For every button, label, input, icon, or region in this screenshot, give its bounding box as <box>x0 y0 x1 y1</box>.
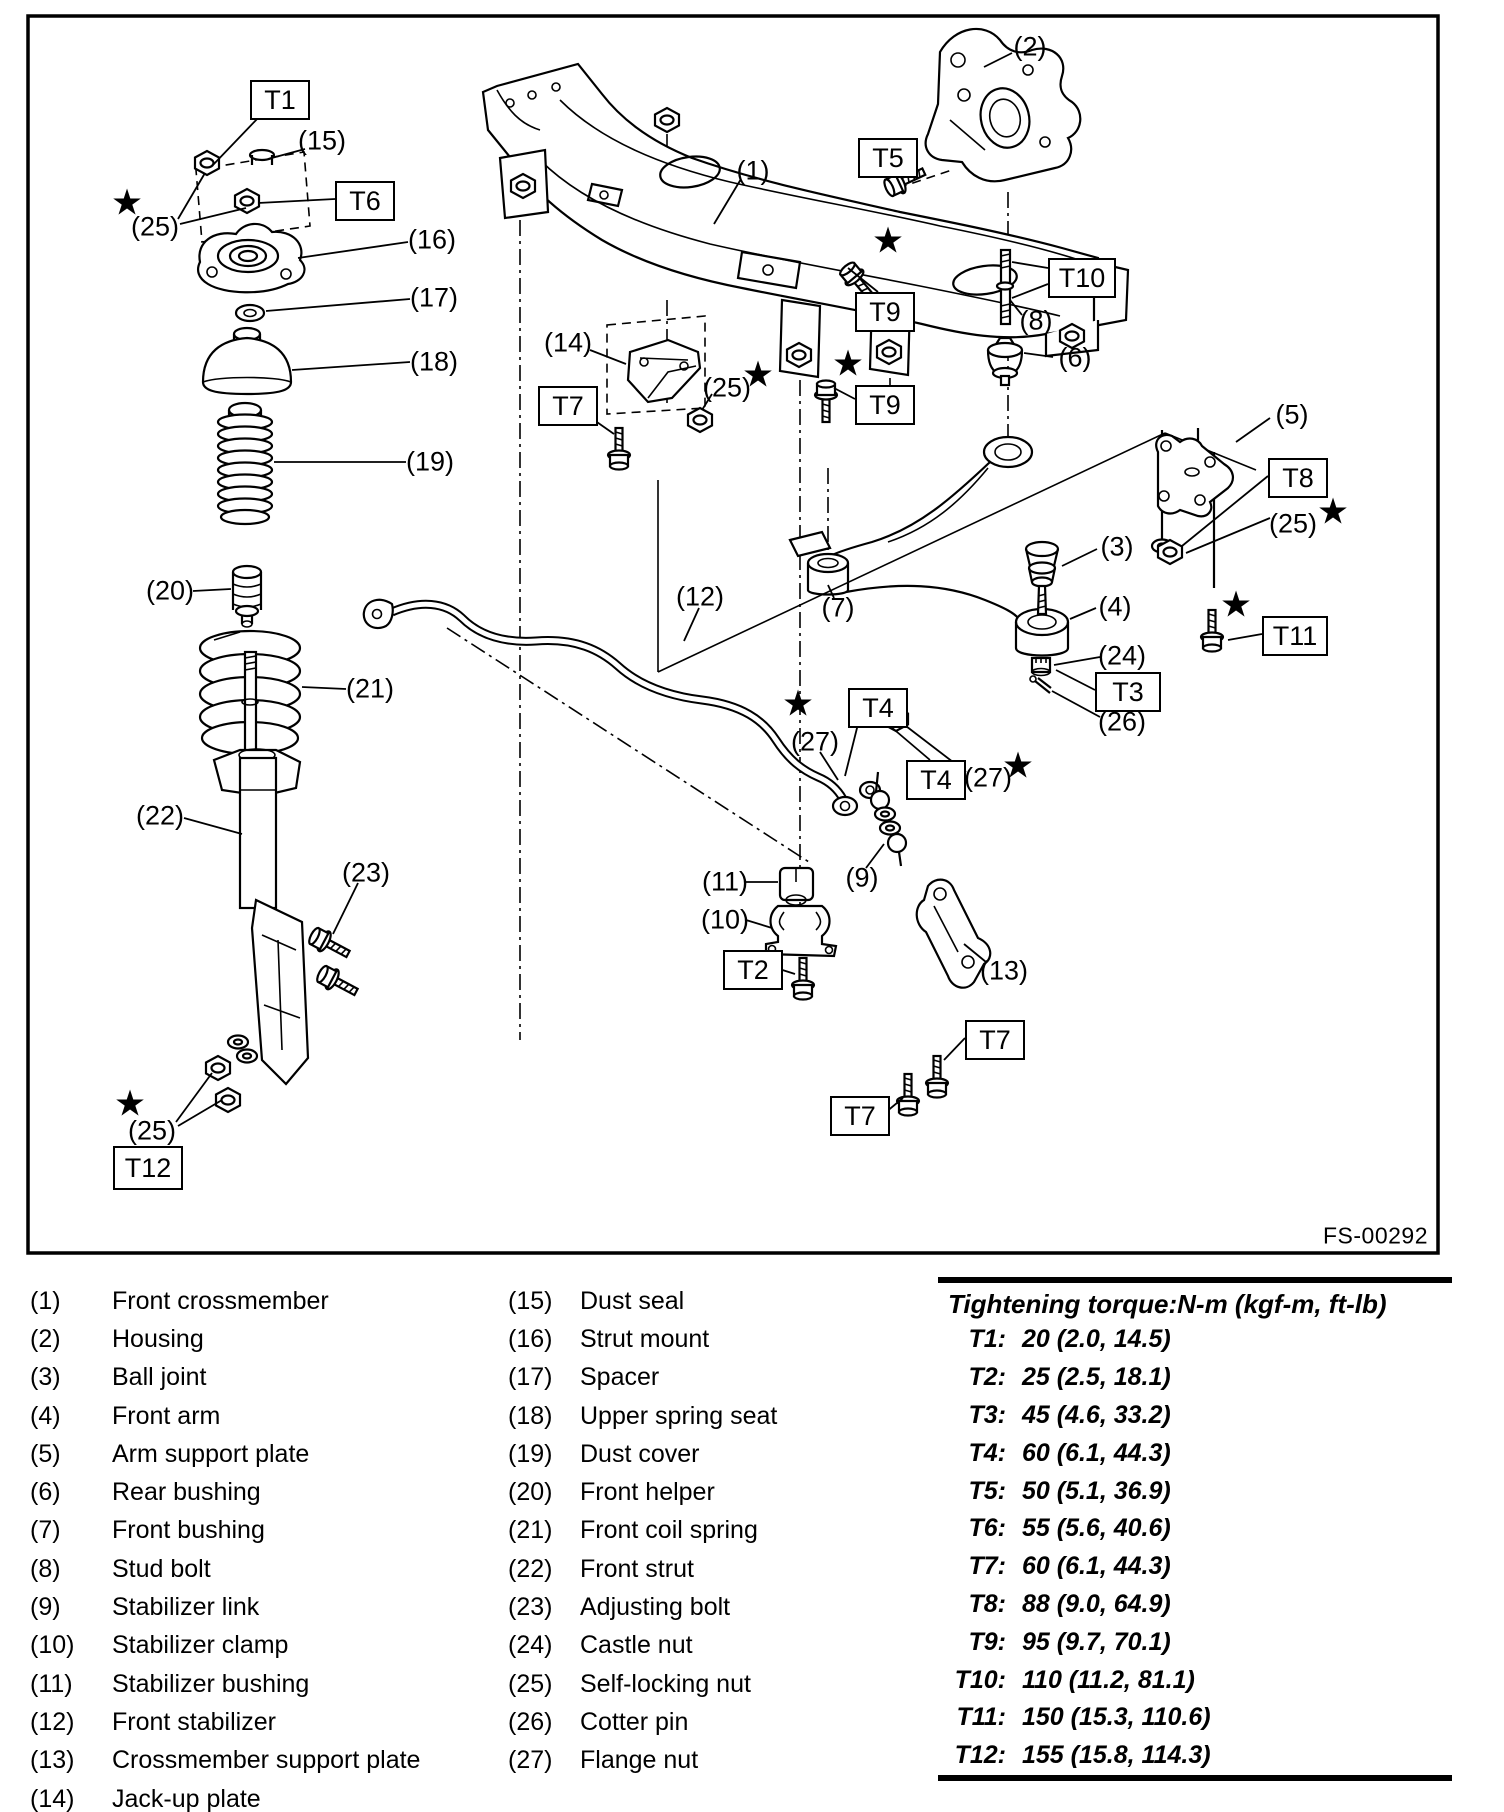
part-name: Front stabilizer <box>112 1707 276 1736</box>
star-marker: ★ <box>741 354 775 396</box>
part-row-9 <box>30 1588 460 1626</box>
part-callout-17: (17) <box>409 282 459 313</box>
part-callout-14: (14) <box>543 327 593 358</box>
part-number: (27) <box>508 1746 553 1775</box>
torque-label: T2: <box>968 1363 1006 1392</box>
torque-table-rows <box>938 1321 1452 1775</box>
part-callout-25-d: (25) <box>1268 508 1318 539</box>
torque-row-T2 <box>938 1359 1452 1397</box>
part-row-5 <box>30 1435 460 1473</box>
torque-table-title: Tightening torque:N-m (kgf-m, ft-lb) <box>948 1289 1387 1319</box>
part-number: (25) <box>508 1669 553 1698</box>
part-row-7 <box>30 1512 460 1550</box>
part-callout-27-b: (27) <box>963 762 1013 793</box>
part-name: Dust seal <box>580 1286 685 1315</box>
part-name: Flange nut <box>580 1746 699 1775</box>
part-row-2 <box>30 1320 460 1358</box>
part-row-11 <box>30 1665 460 1703</box>
part-row-10 <box>30 1627 460 1665</box>
part-row-27 <box>508 1742 928 1780</box>
part-number: (23) <box>508 1593 553 1622</box>
part-callout-6: (6) <box>1058 342 1092 373</box>
part-callout-5: (5) <box>1275 399 1309 430</box>
part-callout-15: (15) <box>297 125 347 156</box>
part-row-6 <box>30 1473 460 1511</box>
torque-ref-T12: T12 <box>113 1146 183 1190</box>
part-name: Stud bolt <box>112 1554 211 1583</box>
part-callout-25-a: (25) <box>130 211 180 242</box>
part-number: (8) <box>30 1554 61 1583</box>
torque-value: 150 (15.3, 110.6) <box>1022 1703 1211 1732</box>
part-name: Cotter pin <box>580 1707 689 1736</box>
part-number: (15) <box>508 1286 553 1315</box>
part-row-25 <box>508 1665 928 1703</box>
torque-label: T12: <box>954 1741 1006 1770</box>
part-number: (14) <box>30 1784 75 1812</box>
part-number: (13) <box>30 1746 75 1775</box>
part-callout-13: (13) <box>979 955 1029 986</box>
part-row-14 <box>30 1780 460 1812</box>
part-number: (21) <box>508 1516 553 1545</box>
torque-row-T6 <box>938 1510 1452 1548</box>
part-name: Front arm <box>112 1401 221 1430</box>
part-name: Stabilizer link <box>112 1593 260 1622</box>
part-callout-7: (7) <box>821 592 855 623</box>
part-row-13 <box>30 1742 460 1780</box>
part-callout-25-c: (25) <box>702 372 752 403</box>
torque-ref-T3: T3 <box>1095 672 1161 712</box>
torque-ref-T7-a: T7 <box>538 386 598 426</box>
torque-ref-T4-b: T4 <box>906 760 966 800</box>
torque-ref-T7-c: T7 <box>830 1096 890 1136</box>
torque-value: 95 (9.7, 70.1) <box>1022 1627 1171 1656</box>
torque-row-T7 <box>938 1548 1452 1586</box>
part-number: (2) <box>30 1324 61 1353</box>
torque-label: T1: <box>968 1325 1006 1354</box>
part-name: Rear bushing <box>112 1478 261 1507</box>
part-number: (18) <box>508 1401 553 1430</box>
part-row-26 <box>508 1703 928 1741</box>
torque-row-T1 <box>938 1321 1452 1359</box>
star-marker: ★ <box>781 683 815 725</box>
torque-ref-T4-a: T4 <box>848 688 908 728</box>
part-number: (12) <box>30 1707 75 1736</box>
torque-table <box>938 1277 1452 1781</box>
part-row-1 <box>30 1282 460 1320</box>
part-number: (16) <box>508 1324 553 1353</box>
torque-label: T10: <box>954 1665 1006 1694</box>
part-callout-21: (21) <box>345 673 395 704</box>
part-name: Self-locking nut <box>580 1669 751 1698</box>
part-name: Dust cover <box>580 1439 700 1468</box>
torque-row-T4 <box>938 1434 1452 1472</box>
part-row-4 <box>30 1397 460 1435</box>
part-row-20 <box>508 1473 928 1511</box>
part-callout-10: (10) <box>700 904 750 935</box>
part-callout-2: (2) <box>1013 31 1047 62</box>
figure-code: FS-00292 <box>1322 1222 1428 1249</box>
part-number: (24) <box>508 1631 553 1660</box>
part-row-21 <box>508 1512 928 1550</box>
part-callout-18: (18) <box>409 346 459 377</box>
star-marker: ★ <box>831 343 865 385</box>
part-name: Ball joint <box>112 1363 207 1392</box>
part-callout-4: (4) <box>1098 591 1132 622</box>
part-callout-8: (8) <box>1019 305 1053 336</box>
part-callout-11: (11) <box>701 866 749 897</box>
part-callout-27-a: (27) <box>790 726 840 757</box>
torque-ref-T2: T2 <box>723 950 783 990</box>
torque-value: 155 (15.8, 114.3) <box>1022 1741 1211 1770</box>
part-name: Upper spring seat <box>580 1401 778 1430</box>
torque-ref-T10: T10 <box>1048 258 1116 298</box>
part-name: Front crossmember <box>112 1286 329 1315</box>
star-marker: ★ <box>871 220 905 262</box>
part-callout-20: (20) <box>145 575 195 606</box>
torque-value: 55 (5.6, 40.6) <box>1022 1514 1171 1543</box>
part-number: (22) <box>508 1554 553 1583</box>
part-name: Strut mount <box>580 1324 710 1353</box>
part-row-3 <box>30 1359 460 1397</box>
torque-ref-T1: T1 <box>250 80 310 120</box>
part-number: (7) <box>30 1516 61 1545</box>
part-row-12 <box>30 1703 460 1741</box>
part-name: Jack-up plate <box>112 1784 261 1812</box>
star-marker: ★ <box>113 1083 147 1125</box>
part-number: (11) <box>30 1669 73 1698</box>
torque-label: T7: <box>968 1552 1006 1581</box>
part-row-19 <box>508 1435 928 1473</box>
part-number: (6) <box>30 1478 61 1507</box>
part-number: (9) <box>30 1593 61 1622</box>
part-name: Front coil spring <box>580 1516 758 1545</box>
part-name: Castle nut <box>580 1631 693 1660</box>
star-marker: ★ <box>110 182 144 224</box>
part-name: Spacer <box>580 1363 660 1392</box>
part-number: (4) <box>30 1401 61 1430</box>
part-number: (19) <box>508 1439 553 1468</box>
star-marker: ★ <box>1316 491 1350 533</box>
part-callout-3: (3) <box>1100 531 1134 562</box>
part-row-18 <box>508 1397 928 1435</box>
part-name: Crossmember support plate <box>112 1746 421 1775</box>
torque-row-T5 <box>938 1472 1452 1510</box>
torque-value: 50 (5.1, 36.9) <box>1022 1476 1171 1505</box>
torque-value: 25 (2.5, 18.1) <box>1022 1363 1171 1392</box>
torque-label: T3: <box>968 1400 1006 1429</box>
part-number: (17) <box>508 1363 553 1392</box>
part-callout-9: (9) <box>845 862 879 893</box>
torque-row-T10 <box>938 1661 1452 1699</box>
part-number: (3) <box>30 1363 61 1392</box>
part-number: (26) <box>508 1707 553 1736</box>
part-callout-26: (26) <box>1097 706 1147 737</box>
part-row-22 <box>508 1550 928 1588</box>
torque-value: 20 (2.0, 14.5) <box>1022 1325 1171 1354</box>
part-row-23 <box>508 1588 928 1626</box>
torque-table-bottom-rule <box>938 1775 1452 1781</box>
part-number: (5) <box>30 1439 61 1468</box>
part-callout-12: (12) <box>675 581 725 612</box>
part-row-8 <box>30 1550 460 1588</box>
part-callout-24: (24) <box>1097 640 1147 671</box>
star-marker: ★ <box>1219 584 1253 626</box>
parts-list-column-1 <box>30 1282 460 1812</box>
torque-row-T9 <box>938 1623 1452 1661</box>
part-row-17 <box>508 1359 928 1397</box>
torque-row-T12 <box>938 1737 1452 1775</box>
part-number: (1) <box>30 1286 61 1315</box>
torque-ref-T8: T8 <box>1268 458 1328 498</box>
part-row-16 <box>508 1320 928 1358</box>
torque-ref-T9-a: T9 <box>855 292 915 332</box>
torque-label: T8: <box>968 1589 1006 1618</box>
part-row-24 <box>508 1627 928 1665</box>
parts-list-column-2 <box>508 1282 928 1780</box>
torque-ref-T5: T5 <box>858 138 918 178</box>
part-callout-1: (1) <box>736 155 770 186</box>
torque-row-T3 <box>938 1397 1452 1435</box>
part-name: Front strut <box>580 1554 694 1583</box>
torque-row-T11 <box>938 1699 1452 1737</box>
torque-label: T6: <box>968 1514 1006 1543</box>
part-callout-16: (16) <box>407 224 457 255</box>
torque-value: 45 (4.6, 33.2) <box>1022 1400 1171 1429</box>
torque-row-T8 <box>938 1586 1452 1624</box>
torque-ref-T6: T6 <box>335 181 395 221</box>
part-number: (20) <box>508 1478 553 1507</box>
torque-label: T11: <box>956 1703 1006 1732</box>
part-name: Stabilizer bushing <box>112 1669 310 1698</box>
part-name: Housing <box>112 1324 204 1353</box>
part-callout-25-b: (25) <box>127 1115 177 1146</box>
part-name: Front helper <box>580 1478 715 1507</box>
part-row-15 <box>508 1282 928 1320</box>
part-name: Front bushing <box>112 1516 265 1545</box>
torque-label: T9: <box>968 1627 1006 1656</box>
part-callout-22: (22) <box>135 800 185 831</box>
star-marker: ★ <box>1001 745 1035 787</box>
torque-value: 60 (6.1, 44.3) <box>1022 1552 1171 1581</box>
part-callout-19: (19) <box>405 446 455 477</box>
part-name: Arm support plate <box>112 1439 310 1468</box>
part-name: Adjusting bolt <box>580 1593 731 1622</box>
torque-ref-T9-b: T9 <box>855 385 915 425</box>
part-number: (10) <box>30 1631 75 1660</box>
torque-value: 60 (6.1, 44.3) <box>1022 1438 1171 1467</box>
torque-ref-T11: T11 <box>1262 616 1328 656</box>
torque-ref-T7-b: T7 <box>965 1020 1025 1060</box>
torque-value: 110 (11.2, 81.1) <box>1022 1665 1195 1694</box>
torque-label: T5: <box>968 1476 1006 1505</box>
torque-label: T4: <box>968 1438 1006 1467</box>
part-name: Stabilizer clamp <box>112 1631 289 1660</box>
torque-value: 88 (9.0, 64.9) <box>1022 1589 1171 1618</box>
part-callout-23: (23) <box>341 857 391 888</box>
